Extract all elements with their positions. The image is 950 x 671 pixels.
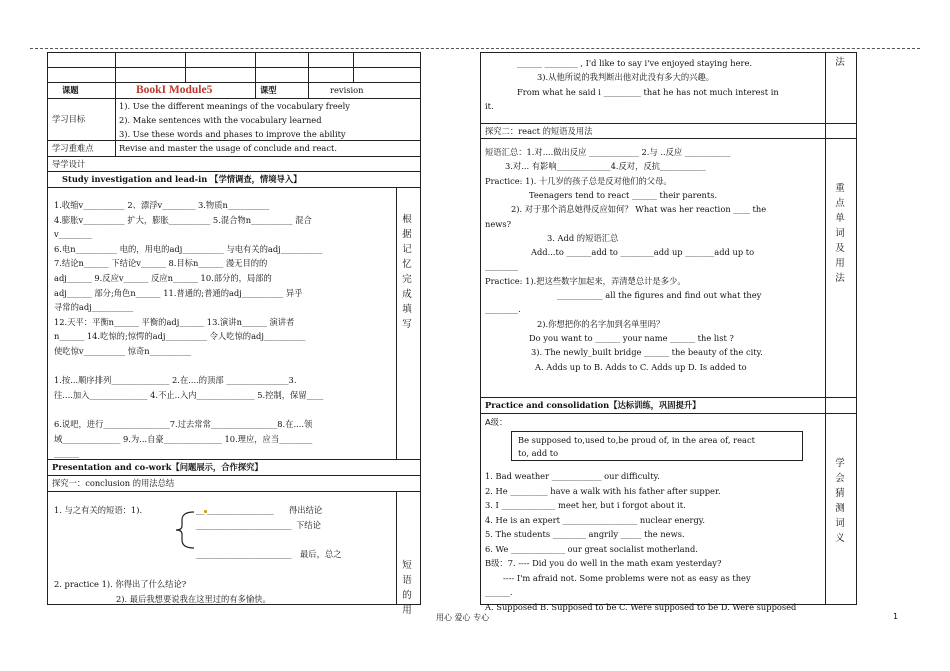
top-continuation	[481, 53, 856, 124]
text-line: A. Adds up to B. Adds to C. Adds up D. Is added to	[535, 361, 747, 372]
blank-rule: _______________________	[196, 520, 292, 530]
explore2-title: 探究二：react 的短语及用法	[485, 126, 593, 136]
section3-title: Practice and consolidation【达标训练，巩固提升】	[485, 400, 701, 410]
side-char: 及	[835, 243, 845, 254]
lesson-row	[48, 83, 420, 99]
text-line: 3). The newly_built bridge ______ the beauty of the city.	[531, 347, 763, 358]
text-line: ______.	[485, 587, 513, 597]
text-line: A. Supposed B. Supposed to be C. Were supposed to be D. Were supposed	[485, 601, 797, 612]
goals-row	[48, 99, 420, 141]
side-note-phrase-usage	[400, 558, 414, 618]
top-line-1: ______ ________ , I'd like to say i've enjoyed staying here.	[517, 58, 752, 68]
side-char: 测	[835, 503, 845, 514]
level-a-label: A级：	[485, 417, 508, 427]
side-note-key-words	[833, 181, 847, 286]
goal-1: 1). Use the different meanings of the vocabulary freely	[119, 101, 350, 111]
text-line: 往....加入______________ 4.不止..入内______________ 5.控制，保留____	[54, 389, 324, 400]
blank-header-row	[48, 53, 420, 68]
text-line: 使吃惊v__________ 惊奇n__________	[54, 346, 192, 356]
text-line: ________	[485, 261, 519, 272]
blank-rule: _______________________	[196, 549, 292, 559]
phrase-bank-line-1: Be supposed to,used to,be proud of, in the area of, react	[518, 435, 755, 445]
side-char: 法	[835, 273, 845, 284]
side-char: 用	[835, 258, 845, 269]
side-char: 学	[835, 458, 845, 469]
side-char: 写	[402, 319, 412, 330]
text-line: ______	[54, 448, 79, 459]
text-line: Practice: 1). 十几岁的孩子总是反对他们的父母。	[485, 175, 672, 186]
text-line: adj______ 9.反应v______ 反应n______ 10.部分的，局部的	[54, 273, 272, 283]
type-value: revision	[330, 85, 364, 95]
side-char: 根	[402, 214, 412, 225]
top-line-2: 3).从他所说的我判断出他对此没有多大的兴趣。	[537, 72, 715, 82]
text-line: B级：7. ---- Did you do well in the math exam yesterday?	[485, 558, 722, 568]
text-line: ---- I'm afraid not. Some problems were not as easy as they	[503, 572, 751, 583]
text-line: 12.天平：平衡n______ 平衡的adj______ 13.演讲n______ 演讲者	[54, 316, 295, 327]
side-char: 成	[402, 289, 412, 300]
section3-title-row	[481, 398, 856, 414]
blank-header-row-2	[48, 68, 420, 83]
side-char: 完	[402, 274, 412, 285]
side-char: 据	[402, 229, 412, 240]
explore1-title: 探究一：conclusion 的用法总结	[52, 478, 175, 488]
right-column-table	[480, 52, 857, 612]
type-label: 课型	[260, 85, 277, 95]
phrase-bank-box	[511, 431, 803, 461]
lesson-label: 课题	[62, 85, 79, 95]
side-char: 用	[402, 605, 412, 616]
side-char: 义	[835, 533, 845, 544]
goal-2: 2). Make sentences with the vocabulary learned	[119, 115, 322, 125]
text-line: 3. I _____________ meet her, but i forgot about it.	[485, 500, 686, 510]
text-line: 2). 对于那个消息她得反应如何？ What was her reaction ____ the	[511, 204, 767, 215]
text-line: adj______ 部分;角色n______ 11.普通的;普通的adj__________ 异乎	[54, 287, 303, 298]
text-line: 寻常的adj__________	[54, 302, 134, 313]
side-note-fill-by-memory	[400, 212, 414, 332]
section2-title: Presentation and co-work【问题展示，合作探究】	[52, 462, 263, 472]
text-line: 3. Add 的短语汇总	[547, 232, 619, 243]
explore1-line-3: 下结论	[296, 520, 321, 530]
side-char: 词	[835, 518, 845, 529]
lesson-title: BookI Module5	[136, 84, 213, 96]
text-line: 4.膨胀v__________ 扩大，膨胀__________ 5.混合物n__________ 混合	[54, 214, 312, 225]
text-line: 5. The students ________ angrily _____ the news.	[485, 529, 685, 539]
side-char: 记	[402, 244, 412, 255]
practice-body	[481, 414, 856, 612]
top-line-4: it.	[485, 101, 494, 111]
page-number: 1	[893, 612, 899, 621]
footer-motto: 用心 爱心 专心	[436, 613, 490, 622]
side-char: 重	[835, 183, 845, 194]
side-char: 会	[835, 473, 845, 484]
guide-label: 导学设计	[52, 159, 86, 169]
left-column-table	[47, 52, 421, 616]
explore1-practice-2: 2). 最后我想要说我在这里过的有多愉快。	[116, 594, 271, 604]
brace-icon	[174, 510, 196, 550]
side-note-method	[833, 55, 847, 70]
top-line-3: From what he said i _________ that he has not much interest in	[517, 87, 779, 97]
side-char: 词	[835, 228, 845, 239]
text-line: 域______________ 9.为...自豪______________ 10.理应，应当________	[54, 433, 313, 444]
side-note-guess-meaning	[833, 456, 847, 546]
side-char: 短	[402, 560, 412, 571]
text-line: 4. He is an expert __________________ nuclear energy.	[485, 514, 705, 525]
section1-title-row	[48, 172, 420, 188]
side-char: 猜	[835, 488, 845, 499]
key-value: Revise and master the usage of conclude and react.	[119, 143, 337, 153]
side-char: 法	[835, 57, 845, 68]
goal-label: 学习目标	[52, 114, 86, 124]
explore1-line-4: 最后，总之	[300, 549, 342, 559]
text-line: 6.说吧，进行________________7.过去常常________________8.在....领	[54, 419, 313, 429]
text-line: Add...to ______add to ________add up _______add up to	[531, 247, 755, 258]
blank-rule: __ ________________	[196, 505, 274, 515]
goal-3: 3). Use these words and phases to improve the ability	[119, 129, 346, 139]
explore1-practice-1: 2. practice 1). 你得出了什么结论?	[54, 579, 187, 589]
text-line: ___________ all the figures and find out what they	[557, 290, 762, 300]
side-char: 忆	[402, 259, 412, 270]
explore2-body	[481, 139, 856, 398]
text-line: ________.	[485, 304, 521, 315]
side-char: 的	[402, 590, 412, 601]
explore1-line-1: 1. 与之有关的短语：1).	[54, 505, 143, 515]
text-line: Do you want to ______ your name ______ the list ?	[529, 332, 734, 343]
side-char: 单	[835, 213, 845, 224]
key-label: 学习重难点	[52, 143, 94, 153]
explore1-body	[48, 492, 420, 616]
side-char: 填	[402, 304, 412, 315]
text-line: n______ 14.吃惊的;惊愕的adj__________ 令人吃惊的adj__________	[54, 331, 306, 342]
text-line: 6.电n__________ 电的，用电的adj__________ 与电有关的adj__________	[54, 243, 323, 254]
text-line: news?	[485, 218, 512, 229]
phrase-bank-line-2: to, add to	[518, 448, 559, 458]
side-char: 语	[402, 575, 412, 586]
explore2-title-row	[481, 124, 856, 139]
explore1-title-row	[48, 476, 420, 492]
top-dashed-rule	[30, 48, 920, 49]
text-line: 短语汇总：1.对....做出反应 ____________ 2.与 ..反应 ___________	[485, 147, 731, 157]
text-line: 1. Bad weather ____________ our difficulty.	[485, 471, 660, 481]
key-row	[48, 141, 420, 157]
section2-title-row	[48, 460, 420, 476]
text-line: 2).你想把你的名字加到名单里吗？	[537, 318, 665, 329]
side-char: 点	[835, 198, 845, 209]
text-line: Practice: 1).把这些数字加起来，弄清楚总计是多少。	[485, 275, 686, 286]
text-line: 1.收缩v__________ 2、漂浮v________ 3.物质n__________	[54, 200, 270, 210]
text-line: 7.结论n______ 下结论v______ 8.目标n______ 漫无目的的	[54, 258, 268, 269]
section1-title: Study investigation and lead-in 【学情调查，情境导入】	[62, 174, 302, 184]
section1-body	[48, 188, 420, 460]
text-line: v________	[54, 229, 92, 240]
text-line: 6. We _____________ our great socialist motherland.	[485, 543, 698, 554]
text-line: 3.对... 有影响_____________4.反对，反抗___________	[505, 161, 706, 172]
explore1-line-2: 得出结论	[289, 505, 323, 515]
text-line: 1.按...顺序排列______________ 2.在....的顶部 _______________3.	[54, 375, 297, 386]
text-line: 2. He _________ have a walk with his father after supper.	[485, 485, 721, 496]
guide-row	[48, 157, 420, 172]
text-line: Teenagers tend to react ______ their parents.	[529, 189, 718, 200]
